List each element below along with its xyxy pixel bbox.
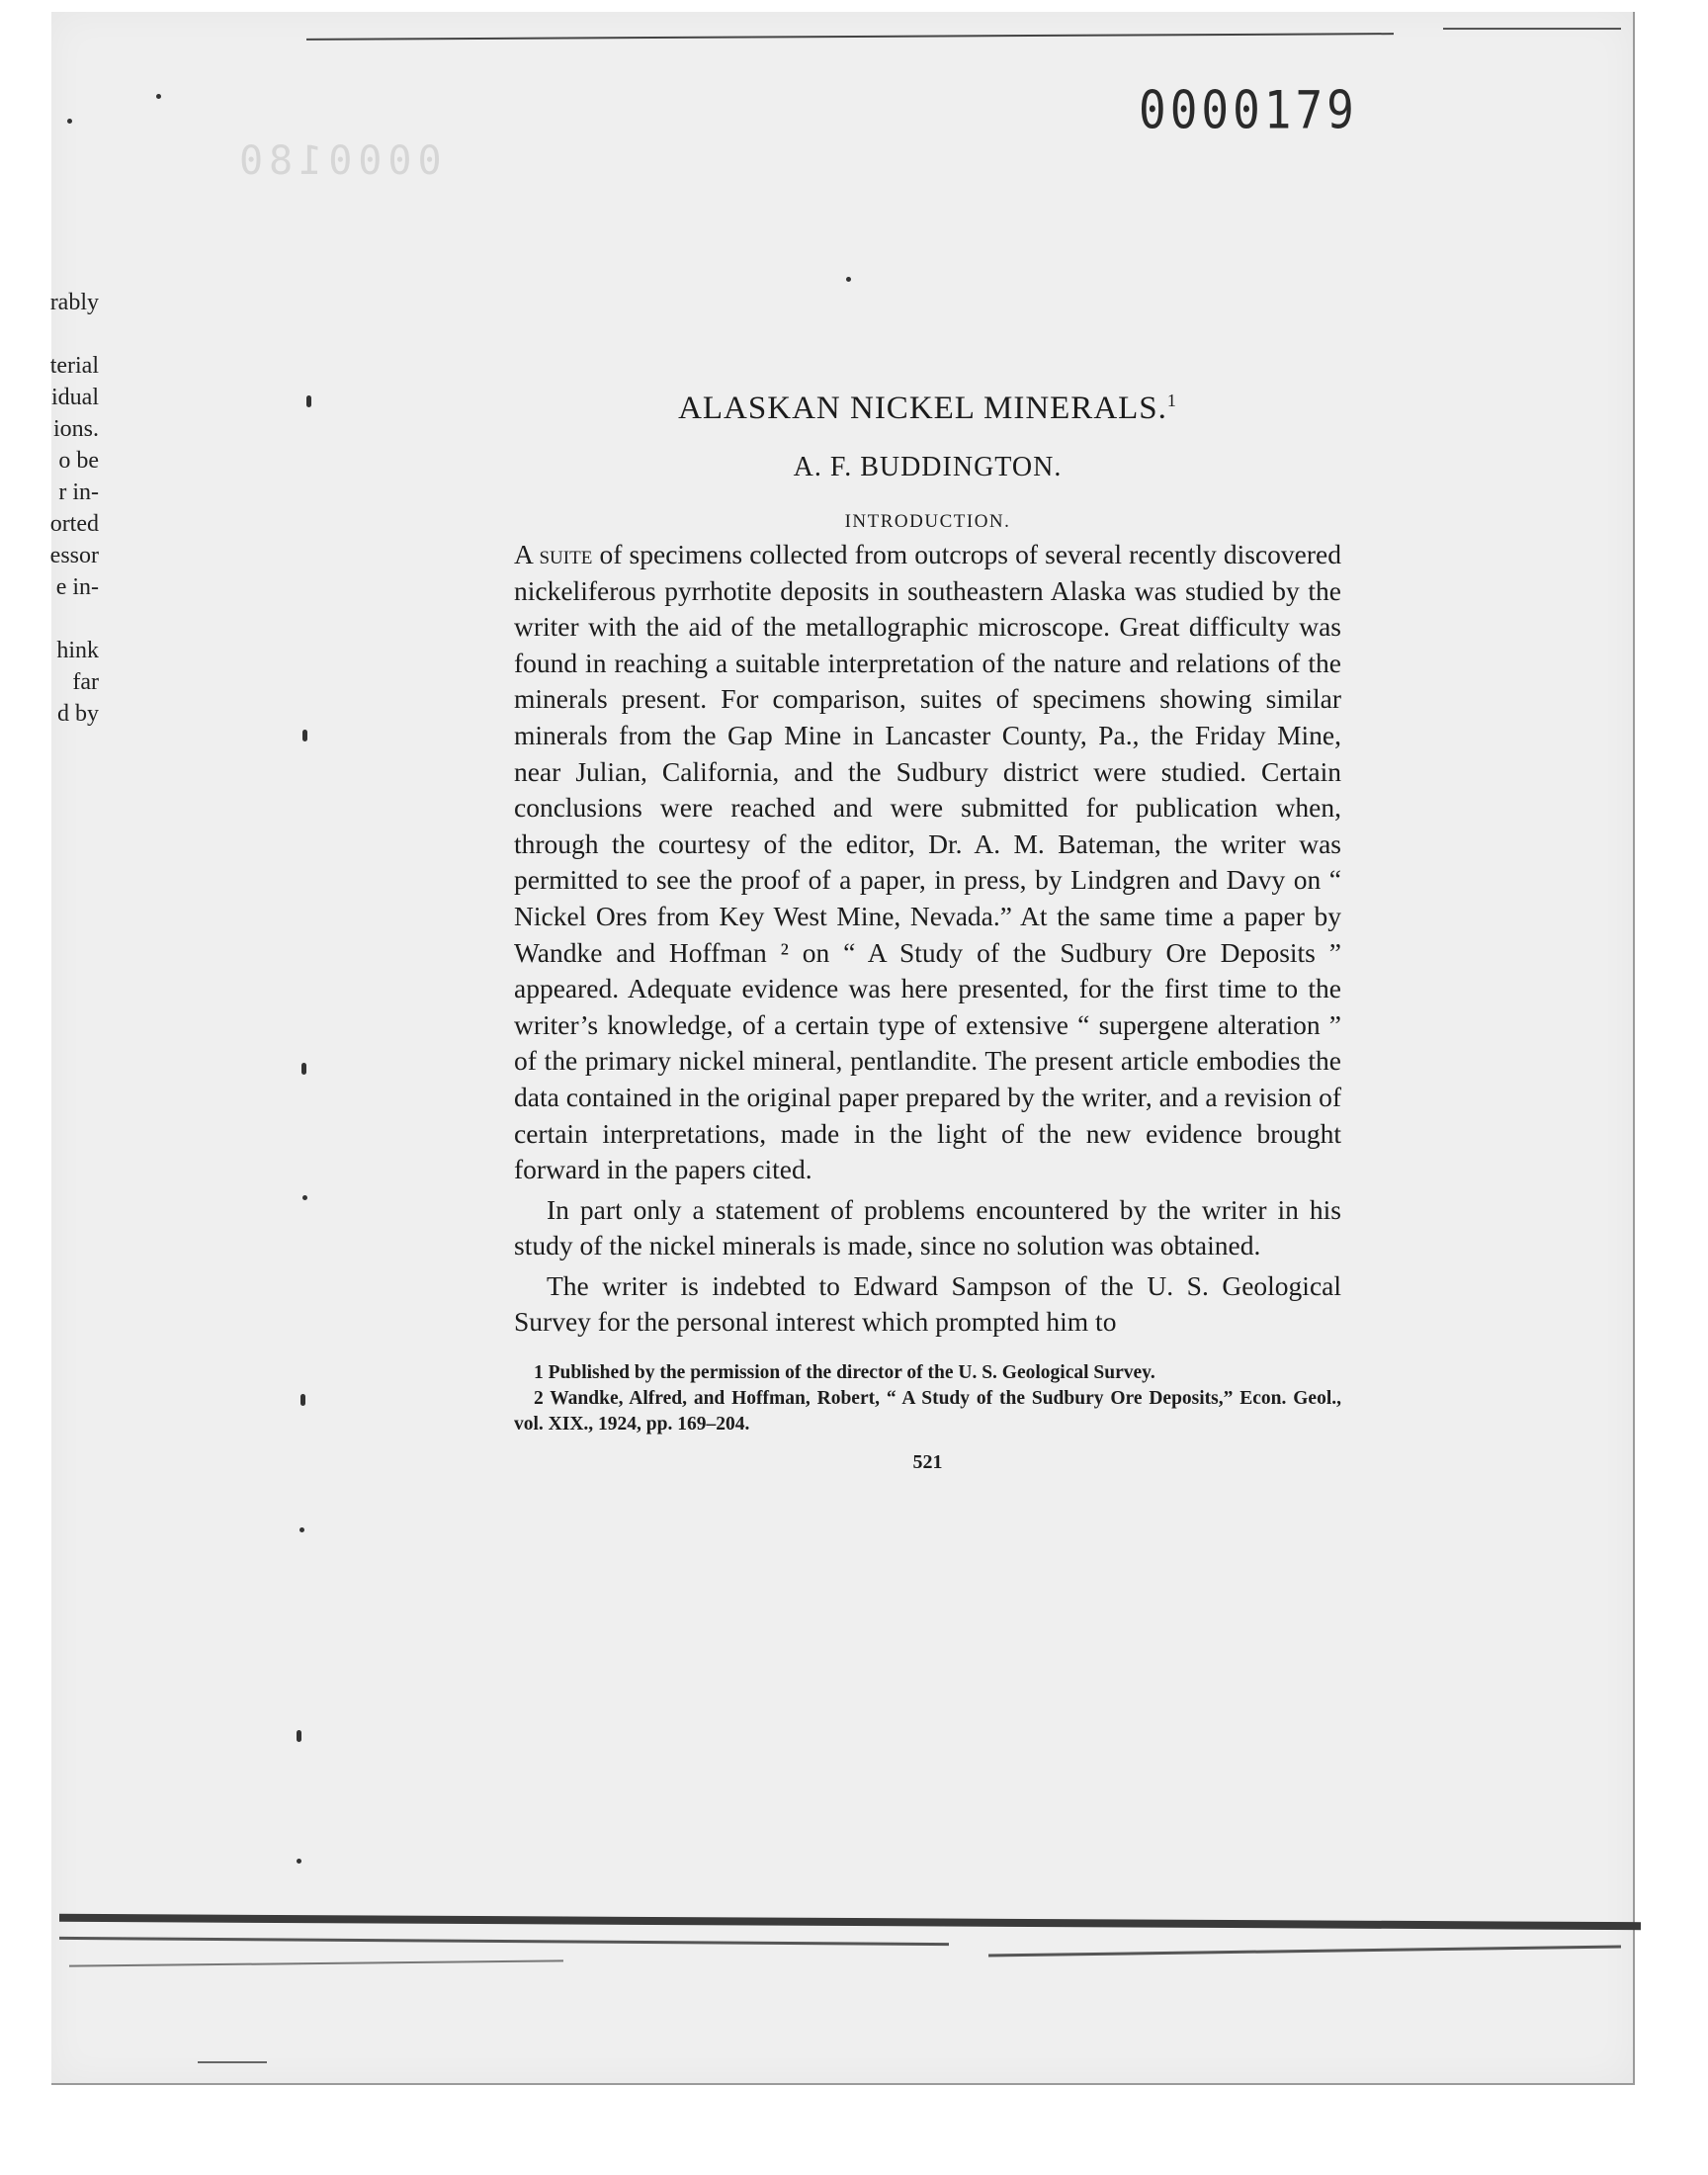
- bleed-through-stamp: 0000180: [233, 138, 442, 184]
- bleed-line: r in-: [58, 479, 99, 505]
- article-title: [514, 381, 1341, 428]
- margin-speck: [302, 730, 307, 741]
- bleed-line: far: [72, 669, 99, 695]
- top-edge-line-right: [1443, 28, 1621, 30]
- author-name: A. F. BUDDINGTON.: [793, 452, 1063, 482]
- margin-speck: [297, 1730, 301, 1742]
- bleed-line: idual: [51, 385, 99, 410]
- bleed-line: rably: [49, 290, 99, 315]
- bleed-line: terial: [49, 353, 99, 379]
- bleed-line: [0, 318, 99, 350]
- page-number: 521: [912, 1451, 943, 1474]
- paragraph-1-lead: A suite: [514, 539, 593, 569]
- bleed-line: orted: [49, 511, 99, 537]
- margin-speck: [301, 1063, 306, 1075]
- margin-speck: [297, 1859, 301, 1864]
- previous-page-bleed-text: [0, 287, 99, 730]
- margin-speck: [302, 1195, 307, 1200]
- bleed-line: [0, 603, 99, 635]
- margin-speck: [300, 1394, 305, 1406]
- title-text: ALASKAN NICKEL MINERALS.: [678, 391, 1167, 426]
- bleed-line: essor: [49, 543, 99, 568]
- margin-speck: [846, 277, 851, 282]
- margin-speck: [156, 94, 161, 99]
- paragraph-2: In part only a statement of problems encountered by the writer in his study of the nickel minerals is made, since no solution was obtained.: [514, 1193, 1341, 1262]
- document-number-stamp: 0000179: [1139, 78, 1358, 141]
- footnotes: [514, 1360, 1341, 1437]
- bleed-line: ions.: [52, 416, 99, 442]
- bottom-edge-line-4: [198, 2061, 267, 2063]
- margin-speck: [67, 119, 72, 124]
- margin-speck: [306, 395, 311, 407]
- margin-speck: [299, 1527, 304, 1532]
- section-heading: INTRODUCTION.: [844, 511, 1011, 532]
- title-footnote-mark: 1: [1166, 391, 1177, 410]
- bleed-line: hink: [56, 638, 99, 663]
- article-body: [514, 381, 1341, 1474]
- bleed-line: d by: [57, 701, 99, 727]
- paragraph-3: The writer is indebted to Edward Sampson of the U. S. Geological Survey for the personal interest which prompted him to: [514, 1269, 1341, 1338]
- footnote-2: 2 Wandke, Alfred, and Hoffman, Robert, “ A Study of the Sudbury Ore Deposits,” Econ. Geol., vol. XIX., 1924, pp. 169–204.: [514, 1388, 1341, 1436]
- footnote-1: 1 Published by the permission of the director of the U. S. Geological Survey.: [534, 1362, 1155, 1384]
- paragraph-1-text: of specimens collected from outcrops of several recently discovered nickeliferous pyrrhotite deposits in southeastern Alaska was studied by the writer with the aid of the metallographic microscope. Great difficulty was found in reaching a suitable interpretation of the nature and relations of the minerals present. For comparison, suites of specimens showing similar minerals from the Gap Mine in Lancaster County, Pa., the Friday Mine, near Julian, California, and the Sudbury district were studied. Certain conclusions were reached and were submitted for publication when, through the courtesy of the editor, Dr. A. M. Bateman, the writer was permitted to see the proof of a paper, in press, by Lindgren and Davy on “ Nickel Ores from Key West Mine, Nevada.” At the same time a paper by Wandke and Hoffman ² on “ A Study of the Sudbury Ore Deposits ” appeared. Adequate evidence was here presented, for the first time to the writer’s knowledge, of a certain type of extensive “ supergene alteration ” of the primary nickel mineral, pentlandite. The present article embodies the data contained in the original paper prepared by the writer, and a revision of certain interpretations, made in the light of the new evidence brought forward in the papers cited.: [514, 539, 1341, 1185]
- bleed-line: e in-: [55, 574, 99, 600]
- bleed-line: o be: [58, 448, 99, 474]
- paragraph-1: [514, 537, 1341, 1188]
